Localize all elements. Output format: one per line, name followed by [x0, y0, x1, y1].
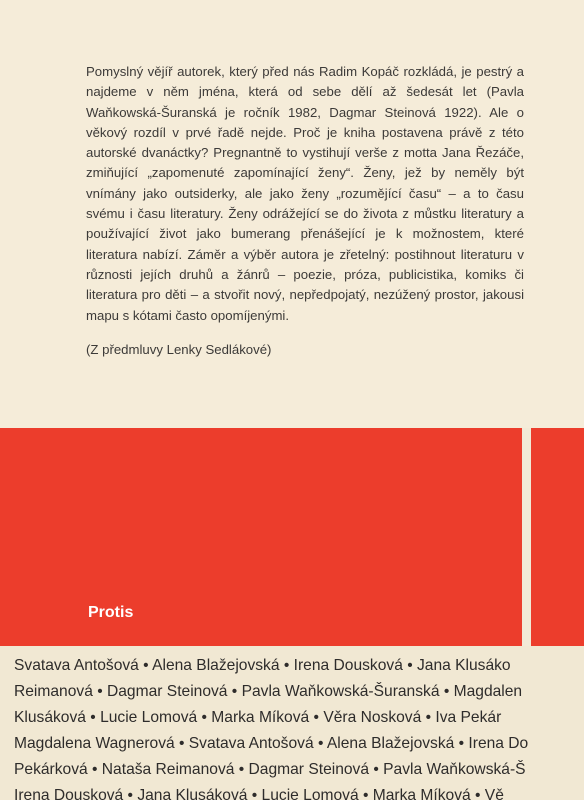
blurb-credit: (Z předmluvy Lenky Sedlákové) [86, 341, 272, 357]
author-line: Magdalena Wagnerová • Svatava Antošová • Alena Blažejovská • Irena Do [14, 735, 529, 752]
red-band-right [531, 428, 584, 646]
author-line: Irena Dousková • Jana Klusáková • Lucie Lomová • Marka Míková • Vě [14, 787, 504, 800]
author-names-list [14, 653, 584, 800]
author-line: Svatava Antošová • Alena Blažejovská • Irena Dousková • Jana Klusáko [14, 657, 511, 674]
blurb-block [86, 62, 524, 360]
red-band-left [0, 428, 522, 646]
author-line: Pekárková • Nataša Reimanová • Dagmar Steinová • Pavla Waňkowská-Š [14, 761, 526, 778]
author-line: Klusáková • Lucie Lomová • Marka Míková • Věra Nosková • Iva Pekár [14, 709, 502, 726]
author-line: Reimanová • Dagmar Steinová • Pavla Waňkowská-Šuranská • Magdalen [14, 683, 523, 700]
publisher-name: Protis [88, 604, 134, 621]
blurb-paragraph: Pomyslný vějíř autorek, který před nás Radim Kopáč rozkládá, je pestrý a najdeme v něm jména, která od sebe dělí až šedesát let (Pavla Waňkowská-Šuranská je ročník 1982, Dagmar Steinová 1922). Ale o věkový rozdíl v prvé řadě nejde. Proč je kniha postavena právě z této autorské dvanáctky? Pregnantně to vystihují verše z motta Jana Řezáče, zmiňující „zapomenuté zapomínající ženy“. Ženy, jež by neměly být vnímány jako outsiderky, ale jako ženy „rozumějící času“ – a to času svému i času literatury. Ženy odrážející se do života z můstku literatury a používající život jako bumerang přenášející je k možnostem, které literatura nabízí. Záměr a výběr autora je zřetelný: postihnout literaturu v různosti jejích druhů a žánrů – poezie, próza, publicistika, komiks či literatura pro děti – a stvořit nový, nepředpojatý, nezúžený prostor, jakousi mapu s kótami často opomíjenými. [86, 64, 524, 323]
